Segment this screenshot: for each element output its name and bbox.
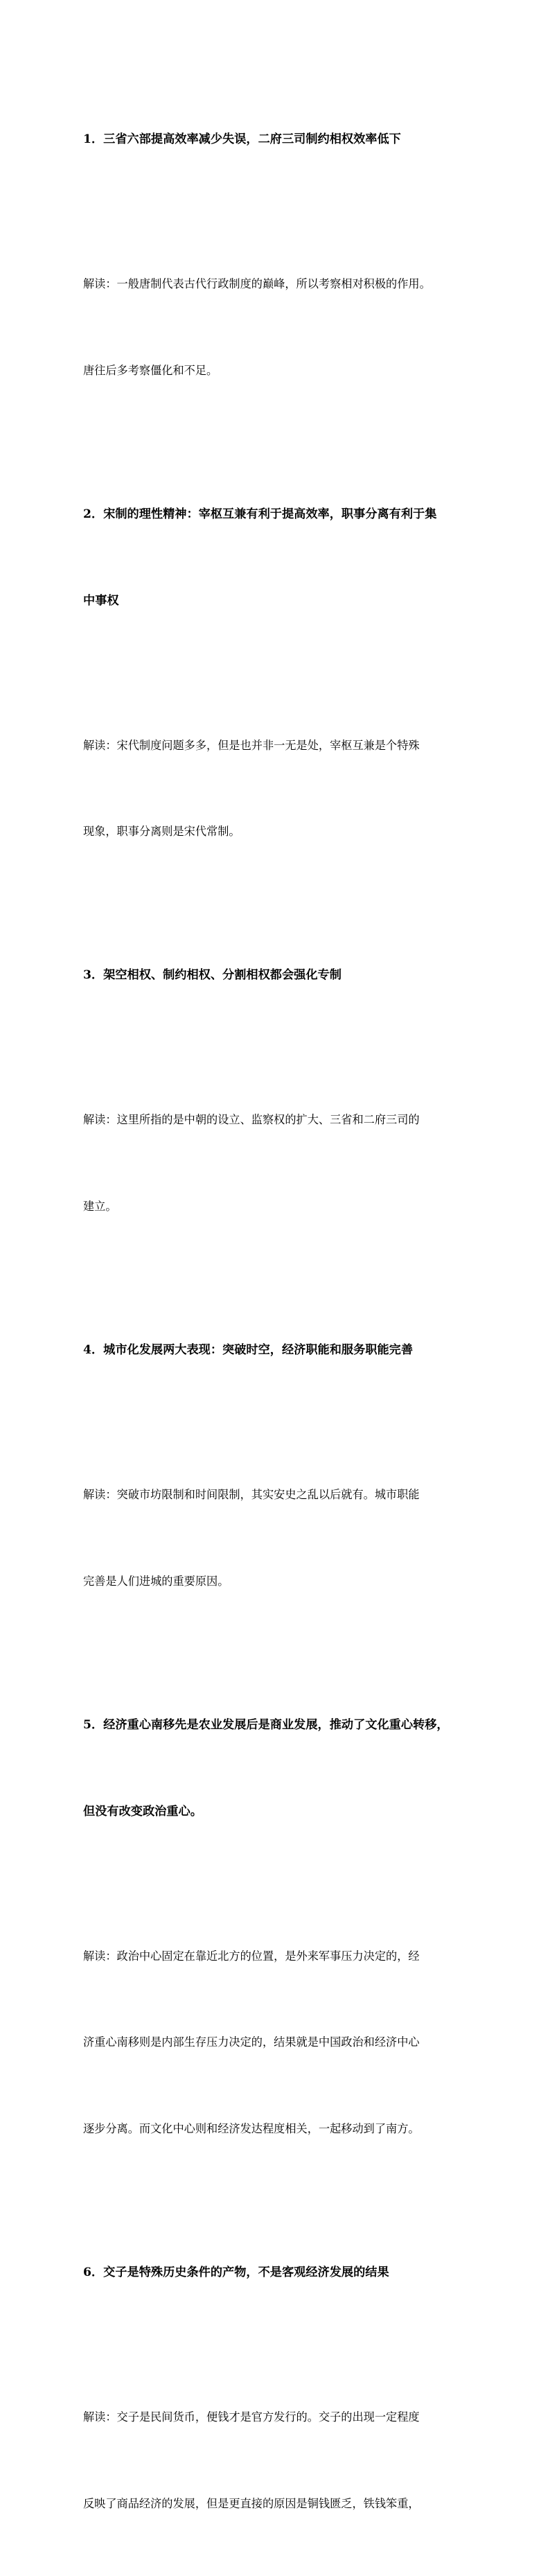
explanation-line: 完善是人们进城的重要原因。 xyxy=(83,1574,229,1588)
heading-line: 4．城市化发展两大表现：突破时空，经济职能和服务职能完善 xyxy=(83,1343,414,1358)
point-item-6 xyxy=(83,2201,471,2576)
point-item-2 xyxy=(83,443,471,904)
explanation-line: 唐往后多考察僵化和不足。 xyxy=(83,363,218,377)
explanation-line: 解读：一般唐制代表古代行政制度的巅峰，所以考察相对积极的作用。 xyxy=(83,277,431,291)
explanation-line: 解读：宋代制度问题多多，但是也并非一无是处，宰枢互兼是个特殊 xyxy=(83,738,420,752)
heading-line: 5．经济重心南移先是农业发展后是商业发展，推动了文化重心转移， xyxy=(83,1717,449,1732)
point-item-1 xyxy=(83,68,471,443)
explanation-line: 逐步分离。而文化中心则和经济发达程度相关，一起移动到了南方。 xyxy=(83,2122,420,2136)
explanation-line: 解读：交子是民间货币，便钱才是官方发行的。交子的出现一定程度 xyxy=(83,2410,420,2424)
point-heading-4 xyxy=(83,1279,471,1423)
explanation-4 xyxy=(83,1423,471,1654)
explanation-line: 反映了商品经济的发展，但是更直接的原因是铜钱匮乏，铁钱笨重， xyxy=(83,2496,420,2510)
document-page xyxy=(83,68,471,2576)
point-heading-6 xyxy=(83,2201,471,2345)
explanation-3 xyxy=(83,1048,471,1279)
heading-line: 2．宋制的理性精神：宰枢互兼有利于提高效率，职事分离有利于集 xyxy=(83,507,437,521)
heading-line: 3．架空相权、制约相权、分割相权都会强化专制 xyxy=(83,968,341,983)
explanation-line: 济重心南移则是内部生存压力决定的，结果就是中国政治和经济中心 xyxy=(83,2035,420,2049)
heading-line: 但没有改变政治重心。 xyxy=(83,1804,202,1819)
explanation-line: 现象，职事分离则是宋代常制。 xyxy=(83,825,240,839)
explanation-line: 解读：这里所指的是中朝的设立、监察权的扩大、三省和二府三司的 xyxy=(83,1113,420,1127)
point-item-5 xyxy=(83,1654,471,2201)
explanation-2 xyxy=(83,673,471,904)
point-heading-3 xyxy=(83,904,471,1048)
explanation-6 xyxy=(83,2345,471,2576)
heading-line: 6．交子是特殊历史条件的产物，不是客观经济发展的结果 xyxy=(83,2266,389,2280)
point-heading-5 xyxy=(83,1654,471,1884)
explanation-line: 解读：政治中心固定在靠近北方的位置，是外来军事压力决定的，经 xyxy=(83,1949,420,1963)
point-heading-1 xyxy=(83,68,471,212)
explanation-5 xyxy=(83,1884,471,2201)
explanation-1 xyxy=(83,212,471,443)
explanation-line: 解读：突破市坊限制和时间限制，其实安史之乱以后就有。城市职能 xyxy=(83,1488,420,1502)
point-item-4 xyxy=(83,1279,471,1654)
point-item-3 xyxy=(83,904,471,1279)
point-heading-2 xyxy=(83,443,471,674)
heading-line: 1．三省六部提高效率减少失误，二府三司制约相权效率低下 xyxy=(83,132,401,147)
explanation-line: 建立。 xyxy=(83,1200,117,1213)
heading-line: 中事权 xyxy=(83,593,119,608)
